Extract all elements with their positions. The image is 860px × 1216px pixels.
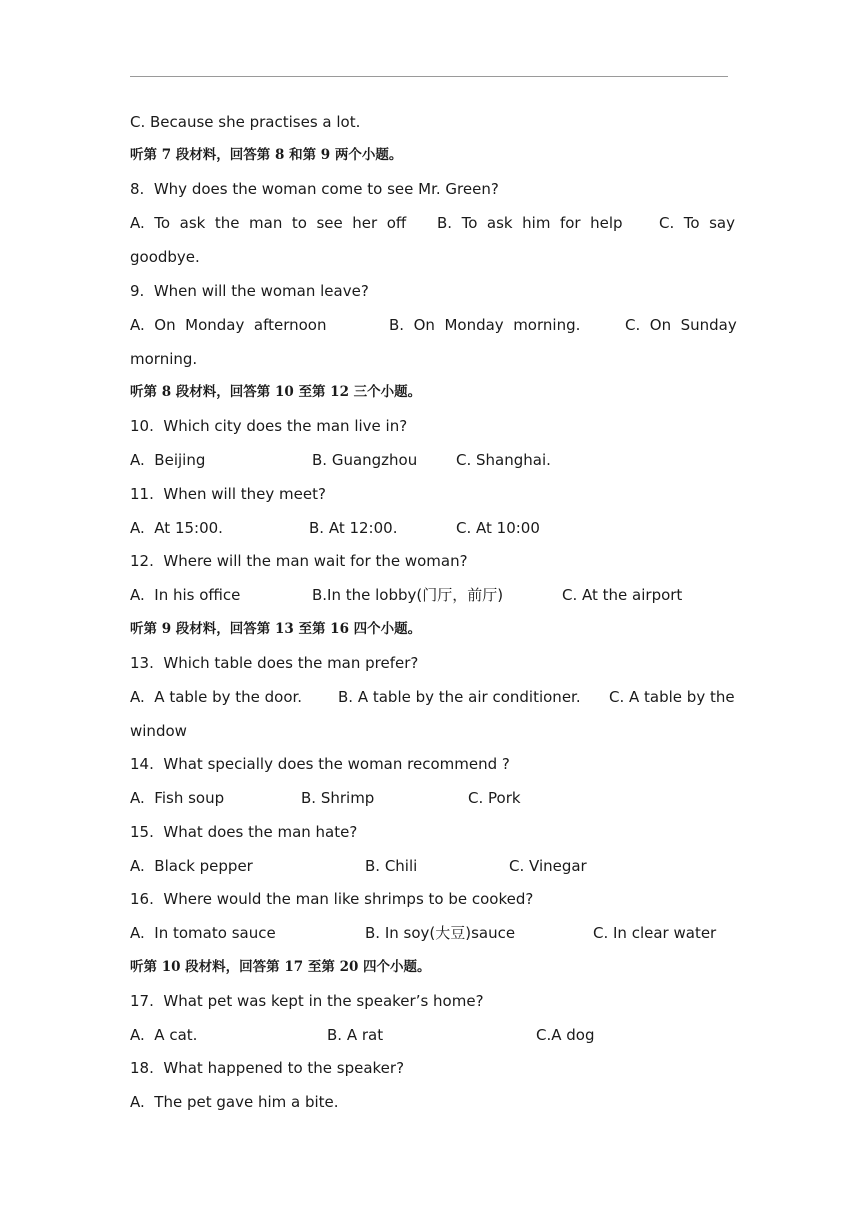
option-c: C. On Sunday	[625, 316, 737, 334]
question-8: 8. Why does the woman come to see Mr. Green?	[130, 180, 499, 198]
option-c: C. At 10:00	[456, 519, 540, 537]
question-14: 14. What specially does the woman recommend ?	[130, 755, 510, 773]
question-9: 9. When will the woman leave?	[130, 282, 369, 300]
question-11: 11. When will they meet?	[130, 485, 326, 503]
option-b: B. Shrimp	[301, 789, 375, 807]
option-c-continued: goodbye.	[130, 248, 200, 266]
option-a: A. The pet gave him a bite.	[130, 1093, 339, 1111]
option-c-continued: window	[130, 722, 187, 740]
option-b: B. A rat	[327, 1026, 384, 1044]
option-a: A. To ask the man to see her off	[130, 214, 407, 232]
option-a: A. In his office	[130, 586, 241, 604]
question-12: 12. Where will the man wait for the woman?	[130, 552, 468, 570]
option-c: C. A table by the	[609, 688, 735, 706]
option-b: B. At 12:00.	[309, 519, 398, 537]
question-10: 10. Which city does the man live in?	[130, 417, 408, 435]
option-c: C. Pork	[468, 789, 521, 807]
option-a: A. Fish soup	[130, 789, 225, 807]
option-a: A. A cat.	[130, 1026, 198, 1044]
option-b: B.In the lobby(门厅，前厅)	[312, 586, 504, 604]
question-18: 18. What happened to the speaker?	[130, 1059, 405, 1077]
option-c: C.A dog	[536, 1026, 595, 1044]
section-heading: 听第 7 段材料，回答第 8 和第 9 两个小题。	[130, 147, 403, 163]
option-a: A. Black pepper	[130, 857, 253, 875]
question-16: 16. Where would the man like shrimps to be cooked?	[130, 890, 534, 908]
option-c: C. Vinegar	[509, 857, 587, 875]
question-13: 13. Which table does the man prefer?	[130, 654, 419, 672]
option-a: A. At 15:00.	[130, 519, 223, 537]
header-rule	[130, 76, 728, 77]
option-b: B. On Monday morning.	[389, 316, 581, 334]
option-a: A. In tomato sauce	[130, 924, 276, 942]
question-15: 15. What does the man hate?	[130, 823, 358, 841]
option-b: B. Guangzhou	[312, 451, 418, 469]
section-heading: 听第 10 段材料，回答第 17 至第 20 四个小题。	[130, 959, 431, 975]
answer-option: C. Because she practises a lot.	[130, 113, 361, 131]
option-b: B. In soy(大豆)sauce	[365, 924, 516, 942]
option-a: A. A table by the door.	[130, 688, 303, 706]
option-c: C. In clear water	[593, 924, 717, 942]
option-c: C. At the airport	[562, 586, 683, 604]
question-17: 17. What pet was kept in the speaker’s home?	[130, 992, 484, 1010]
option-b: B. A table by the air conditioner.	[338, 688, 581, 706]
section-heading: 听第 8 段材料，回答第 10 至第 12 三个小题。	[130, 384, 422, 400]
option-c-continued: morning.	[130, 350, 198, 368]
section-heading: 听第 9 段材料，回答第 13 至第 16 四个小题。	[130, 621, 422, 637]
option-b: B. Chili	[365, 857, 418, 875]
option-c: C. To say	[659, 214, 735, 232]
option-a: A. On Monday afternoon	[130, 316, 327, 334]
option-b: B. To ask him for help	[437, 214, 623, 232]
option-c: C. Shanghai.	[456, 451, 551, 469]
option-a: A. Beijing	[130, 451, 206, 469]
